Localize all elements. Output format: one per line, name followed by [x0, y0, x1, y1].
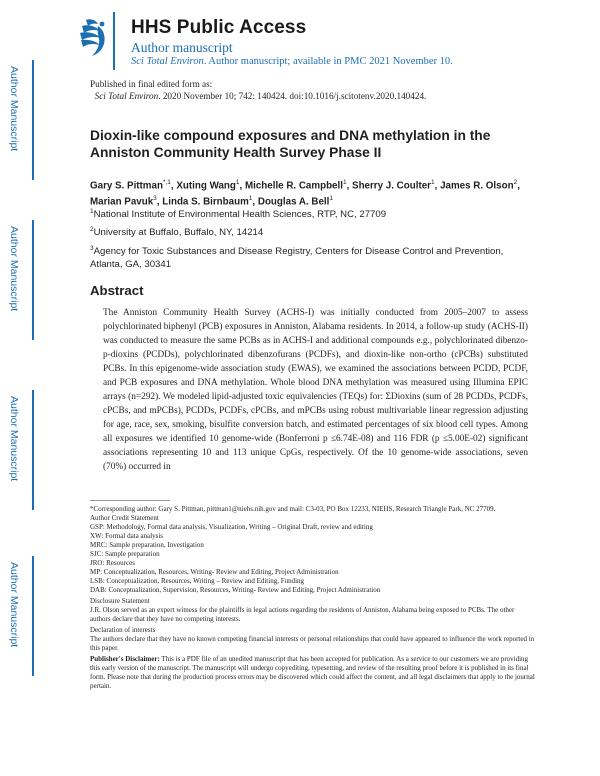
author-name: Marian Pavuk	[90, 196, 154, 208]
sidebar-label-1: Author Manuscript	[8, 66, 20, 152]
sidebar-label-4: Author Manuscript	[8, 562, 20, 648]
abstract-heading: Abstract	[90, 283, 144, 298]
footnote-rule	[90, 500, 170, 501]
author-manuscript-label: Author manuscript	[131, 40, 233, 55]
credit-item: JRO: Resources	[90, 559, 135, 567]
affiliation-1	[90, 206, 530, 222]
published-in	[90, 78, 426, 102]
credit-heading: Author Credit Statement	[90, 514, 159, 522]
affiliation-number: 3	[90, 245, 94, 252]
footnotes	[90, 505, 535, 691]
abstract-text: The Anniston Community Health Survey (ACHS-I) was initially conducted from 2005–2007 to assess polychlorinated biphenyl (PCB) exposures in Anniston, Alabama residents. In 2014, a follow-up study (ACHS-II) was conducted to measure the same PCBs as in ACHS-I and additional compounds e.g., polychlorinated dibenzo-p-dioxins (PCDDs), polychlorinated dibenzofurans (PCDFs), and dioxin-like non-ortho (cPCBs) substituted PCBs. In this epigenome-wide association study (EWAS), we examined the associations between PCDD, PCDF, and PCB exposures and DNA methylation. Whole blood DNA methylation was measured using Illumina EPIC arrays (n=292). We modeled lipid-adjusted toxic equivalencies (TEQs) for: ΣDioxins (sum of 28 PCDDs, PCDFs, cPCBs, and mPCBs), PCDDs, PCDFs, cPCBs, and mPCBs using robust multivariable linear regression adjusting for age, race, sex, smoking, bisulfite conversion batch, and estimated percentages of six blood cell types. Among all exposures we identified 10 genome-wide (Bonferroni p ≤6.74E-08) and 116 FDR (p ≤5.00E-02) significant associations representing 10 and 113 unique CpGs, respectively. Of the 10 genome-wide associations, seven (70%) occurred in	[103, 308, 528, 472]
interest-text: The authors declare that they have no known competing financial interests or personal relationships that could have appeared to influence the work reported in this paper.	[90, 635, 535, 652]
publisher-disclaimer	[90, 655, 535, 691]
availability-line	[131, 56, 453, 67]
author-affiliation-marker: 3	[153, 195, 157, 203]
citation-details: . 2020 November 10; 742: 140424. doi:10.1016/j.scitotenv.2020.140424.	[158, 91, 427, 101]
author-affiliation-marker: 1	[430, 179, 435, 186]
author-affiliation-marker: 2	[513, 179, 518, 186]
credit-item: DAB: Conceptualization, Supervision, Resources, Writing- Review and Editing, Project Administration	[90, 586, 381, 594]
author-affiliation-marker: 1	[248, 195, 253, 203]
credit-item: GSP: Methodology, Formal data analysis, Visualization, Writing – Original Draft, review and editing	[90, 523, 373, 531]
author-name: Michelle R. Campbell	[244, 180, 343, 192]
author-affiliation-marker: 1	[235, 179, 240, 186]
header-rule	[113, 12, 115, 70]
corresponding-author-note: *Corresponding author: Gary S. Pittman, pittman1@niehs.nih.gov and mail: C3-03, PO Box 12233, NIEHS, Research Triangle Park, NC 27709.	[90, 505, 496, 513]
hhs-eagle-logo-icon	[78, 14, 112, 60]
affiliation-number: 2	[90, 226, 94, 233]
author-name: Xuting Wang	[176, 180, 236, 192]
credit-item: SJC: Sample preparation	[90, 550, 160, 558]
affiliation-number: 1	[90, 208, 94, 215]
author-name: Douglas A. Bell	[257, 196, 330, 208]
sidebar-rule-3	[32, 390, 34, 510]
credit-item: LSB: Conceptualization, Resources, Writing – Review and Editing, Funding	[90, 577, 305, 585]
hhs-public-access-title: HHS Public Access	[131, 17, 307, 38]
journal-name: Sci Total Environ	[131, 56, 204, 67]
credit-item: MP: Conceptualization, Resources, Writing- Review and Editing, Project Administration	[90, 568, 339, 576]
sidebar-label-3: Author Manuscript	[8, 396, 20, 482]
published-line: Published in final edited form as:	[90, 79, 213, 89]
credit-item: MRC: Sample preparation, Investigation	[90, 541, 204, 549]
author-name: James R. Olson	[440, 180, 514, 192]
publisher-disclaimer-label: Publisher's Disclaimer:	[90, 655, 160, 663]
citation-journal: Sci Total Environ	[94, 91, 159, 101]
credit-item: XW: Formal data analysis	[90, 532, 164, 540]
disclosure-text: J.R. Olson served as an expert witness for the plaintiffs in legal actions regarding the residents of Anniston, Alabama being exposed to PCBs. The other authors declare that they have no competing interests.	[90, 606, 515, 623]
interest-heading: Declaration of interests	[90, 626, 156, 634]
citation-line	[90, 90, 426, 102]
author-name: Sherry J. Coulter	[352, 180, 431, 192]
author-affiliation-marker: 1	[329, 195, 333, 203]
affiliation-text: Agency for Toxic Substances and Disease Registry, Centers for Disease Control and Prevention, Atlanta, GA, 30341	[90, 246, 504, 270]
author-affiliation-marker: *,1	[162, 179, 171, 186]
affiliation-2	[90, 224, 530, 240]
publisher-disclaimer-text: This is a PDF file of an unedited manuscript that has been accepted for publication. As a service to our customers we are providing this early version of the manuscript. The manuscript will undergo copyediting, typesetting, and review of the resulting proof before it is published in its final form. Please note that during the production process errors may be discovered which could affect the content, and all legal disclaimers that apply to the journal pertain.	[90, 655, 535, 690]
sidebar-label-2: Author Manuscript	[8, 226, 20, 312]
affiliation-text: University at Buffalo, Buffalo, NY, 14214	[93, 227, 264, 239]
affiliation-3	[90, 243, 530, 272]
sidebar-rule-1	[32, 60, 34, 180]
author-name: Linda S. Birnbaum	[162, 196, 249, 208]
sidebar-rule-2	[32, 220, 34, 340]
sidebar-rule-4	[32, 556, 34, 676]
availability-text: . Author manuscript; available in PMC 2021 November 10.	[203, 56, 453, 67]
disclosure-heading: Disclosure Statement	[90, 597, 150, 605]
article-title: Dioxin-like compound exposures and DNA methylation in the Anniston Community Health Survey Phase II	[90, 128, 491, 160]
author-name: Gary S. Pittman	[90, 180, 163, 192]
affiliation-text: National Institute of Environmental Health Sciences, RTP, NC, 27709	[93, 209, 387, 221]
author-affiliation-marker: 1	[342, 179, 347, 186]
author-list: Gary S. Pittman$^{*,1}$, Xuting Wang$^1$, Michelle R. Campbell$^1$, Sherry J. Coulter$^1$, James R. Olson$^2$, Marian Pavuk$^3$, Linda S. Birnbaum$^1$, Douglas A. Bell$^1$	[90, 179, 520, 208]
